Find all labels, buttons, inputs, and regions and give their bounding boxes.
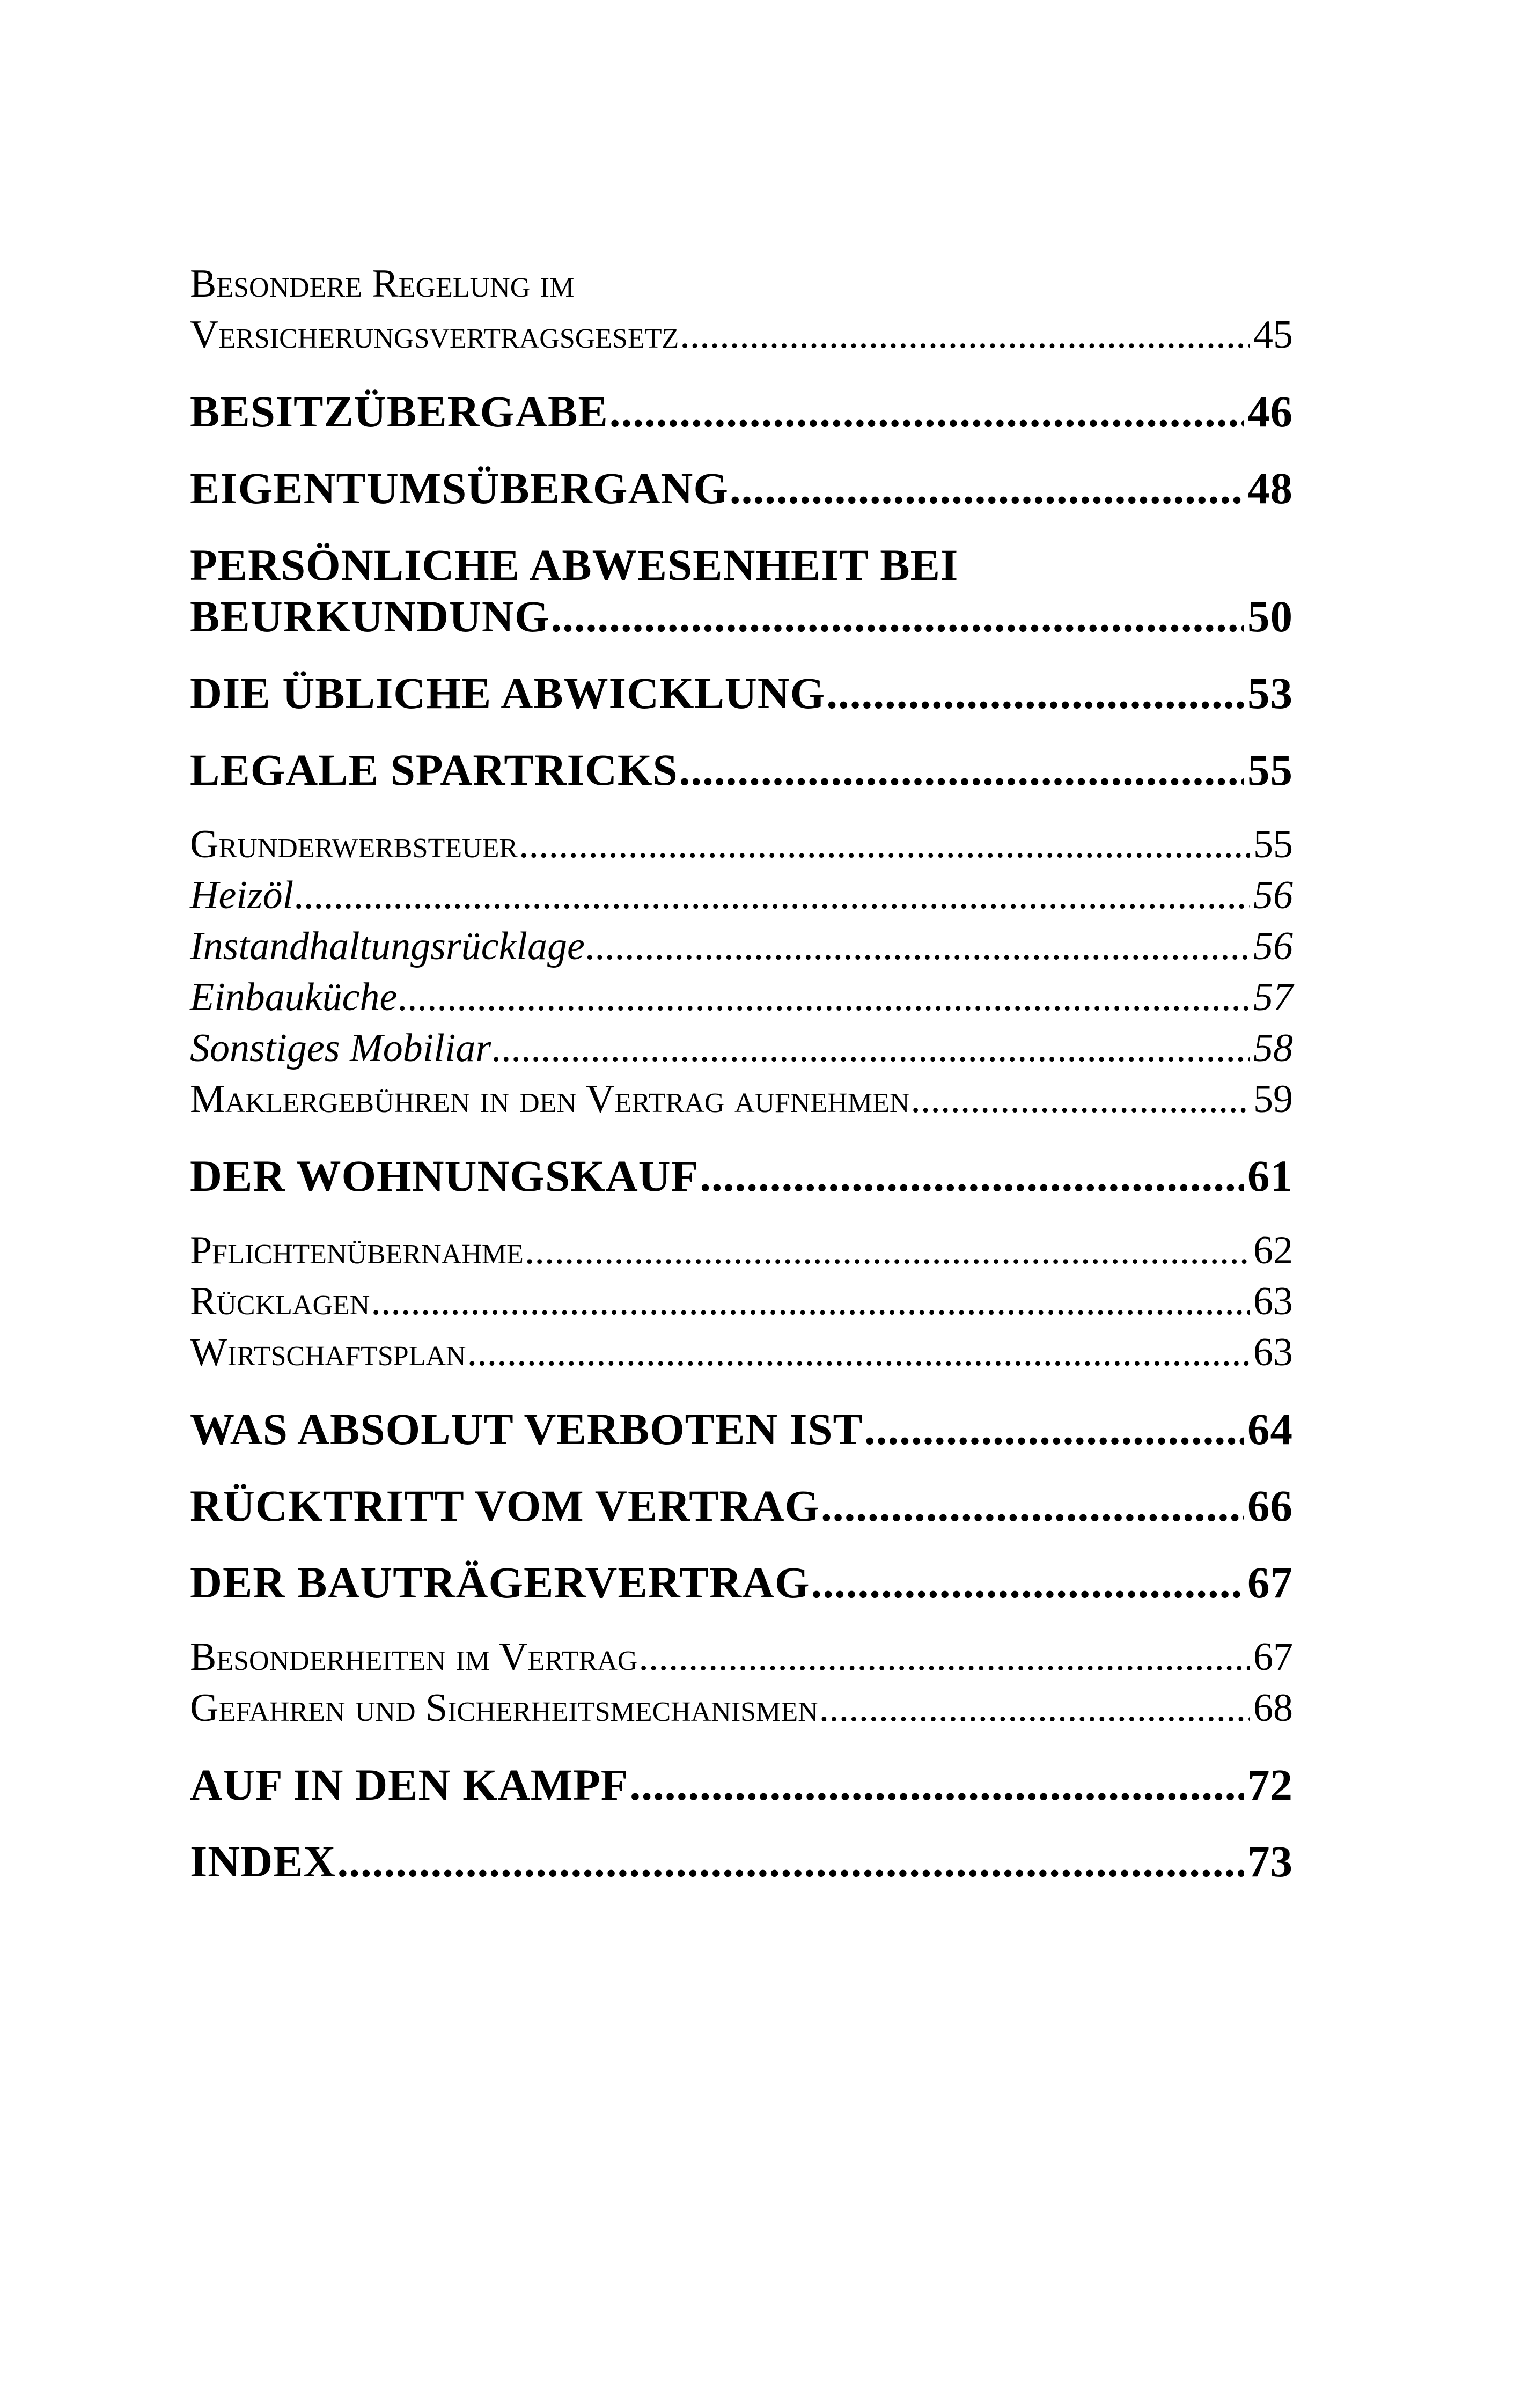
toc-subsection-entry[interactable] [190, 870, 1293, 921]
toc-page-number: 57 [1253, 975, 1293, 1019]
toc-entry-title: Heizöl [190, 873, 294, 917]
toc-subsection-entry[interactable] [190, 1023, 1293, 1074]
dot-leader [629, 1759, 1244, 1810]
toc-entry-title: WAS ABSOLUT VERBOTEN IST [190, 1404, 863, 1454]
toc-page-number: 50 [1247, 592, 1293, 641]
toc-entry-title: Einbauküche [190, 975, 398, 1019]
toc-chapter-entry[interactable] [190, 1759, 1293, 1810]
toc-page-number: 66 [1247, 1481, 1293, 1530]
toc-page-number: 61 [1247, 1151, 1293, 1201]
dot-leader [519, 819, 1250, 870]
toc-section-entry[interactable] [190, 1327, 1293, 1378]
toc-section-entry[interactable] [190, 259, 1293, 360]
toc-entry-title: BEURKUNDUNG [190, 592, 550, 641]
toc-entry-title: AUF IN DEN KAMPF [190, 1760, 629, 1809]
toc-page-number: 55 [1253, 822, 1293, 866]
dot-leader [371, 1276, 1250, 1327]
toc-section-entry[interactable] [190, 1632, 1293, 1683]
dot-leader [586, 921, 1250, 972]
toc-entry-title: Maklergebühren in den Vertrag aufnehmen [190, 1077, 910, 1121]
dot-leader [700, 1150, 1244, 1202]
toc-entry-title: Sonstiges Mobiliar [190, 1026, 491, 1070]
toc-page-number: 56 [1253, 873, 1293, 917]
dot-leader [821, 1480, 1244, 1531]
toc-entry-title: INDEX [190, 1837, 336, 1886]
toc-entry-title: RÜCKTRITT VOM VERTRAG [190, 1481, 820, 1530]
toc-entry-title: LEGALE SPARTRICKS [190, 745, 678, 794]
dot-leader [819, 1683, 1250, 1734]
dot-leader [525, 1225, 1250, 1276]
toc-page-number: 63 [1253, 1279, 1293, 1323]
toc-entry-title: Pflichtenübernahme [190, 1228, 524, 1272]
dot-leader [680, 310, 1250, 360]
toc-page-number: 58 [1253, 1026, 1293, 1070]
toc-page-number: 67 [1253, 1635, 1293, 1679]
toc-chapter-entry[interactable] [190, 1836, 1293, 1887]
toc-section-entry[interactable] [190, 1683, 1293, 1734]
dot-leader [910, 1074, 1250, 1125]
toc-entry-title-line1: Besondere Regelung im [190, 262, 575, 306]
toc-entry-title: EIGENTUMSÜBERGANG [190, 463, 729, 513]
toc-chapter-entry[interactable] [190, 1403, 1293, 1455]
toc-page-number: 72 [1247, 1760, 1293, 1809]
toc-page-number: 64 [1247, 1404, 1293, 1454]
toc-page-number: 59 [1253, 1077, 1293, 1121]
toc-page-number: 53 [1247, 668, 1293, 718]
dot-leader [826, 667, 1244, 719]
toc-section-entry[interactable] [190, 1225, 1293, 1276]
toc-entry-title: Rücklagen [190, 1279, 370, 1323]
toc-chapter-entry[interactable] [190, 667, 1293, 719]
toc-section-entry[interactable] [190, 1074, 1293, 1125]
dot-leader [550, 591, 1244, 642]
table-of-contents [190, 259, 1293, 1887]
toc-entry-title: Wirtschaftsplan [190, 1330, 466, 1374]
toc-page-number: 73 [1247, 1837, 1293, 1886]
toc-entry-title: DIE ÜBLICHE ABWICKLUNG [190, 668, 826, 718]
toc-page-number: 63 [1253, 1330, 1293, 1374]
toc-chapter-entry[interactable] [190, 386, 1293, 437]
dot-leader [679, 744, 1244, 796]
dot-leader [398, 972, 1250, 1023]
toc-page-number: 67 [1247, 1558, 1293, 1607]
toc-entry-title-line1: PERSÖNLICHE ABWESENHEIT BEI [190, 540, 959, 590]
toc-entry-title: Grunderwerbsteuer [190, 822, 518, 866]
toc-entry-title: BESITZÜBERGABE [190, 387, 608, 436]
toc-chapter-entry[interactable] [190, 1480, 1293, 1531]
toc-page-number: 46 [1247, 387, 1293, 436]
toc-chapter-entry[interactable] [190, 744, 1293, 796]
dot-leader [811, 1557, 1244, 1608]
toc-page-number: 56 [1253, 924, 1293, 968]
toc-chapter-entry[interactable] [190, 539, 1293, 642]
dot-leader [295, 870, 1250, 921]
toc-page-number: 62 [1253, 1228, 1293, 1272]
toc-chapter-entry[interactable] [190, 462, 1293, 514]
dot-leader [467, 1327, 1250, 1378]
dot-leader [864, 1403, 1244, 1455]
dot-leader [638, 1632, 1250, 1683]
toc-section-entry[interactable] [190, 1276, 1293, 1327]
toc-entry-title: DER WOHNUNGSKAUF [190, 1151, 699, 1201]
toc-chapter-entry[interactable] [190, 1557, 1293, 1608]
toc-entry-title: Besonderheiten im Vertrag [190, 1635, 638, 1679]
toc-page-number: 68 [1253, 1686, 1293, 1730]
dot-leader [730, 462, 1244, 514]
dot-leader [609, 386, 1244, 437]
toc-subsection-entry[interactable] [190, 972, 1293, 1023]
toc-entry-title: Instandhaltungsrücklage [190, 924, 585, 968]
dot-leader [492, 1023, 1250, 1074]
toc-entry-title: Versicherungsvertragsgesetz [190, 313, 679, 357]
toc-entry-title: Gefahren und Sicherheitsmechanismen [190, 1686, 818, 1730]
toc-entry-title: DER BAUTRÄGERVERTRAG [190, 1558, 810, 1607]
toc-subsection-entry[interactable] [190, 921, 1293, 972]
toc-page-number: 48 [1247, 463, 1293, 513]
dot-leader [337, 1836, 1244, 1887]
toc-page-number: 45 [1253, 313, 1293, 357]
toc-chapter-entry[interactable] [190, 1150, 1293, 1202]
toc-page-number: 55 [1247, 745, 1293, 794]
toc-section-entry[interactable] [190, 819, 1293, 870]
